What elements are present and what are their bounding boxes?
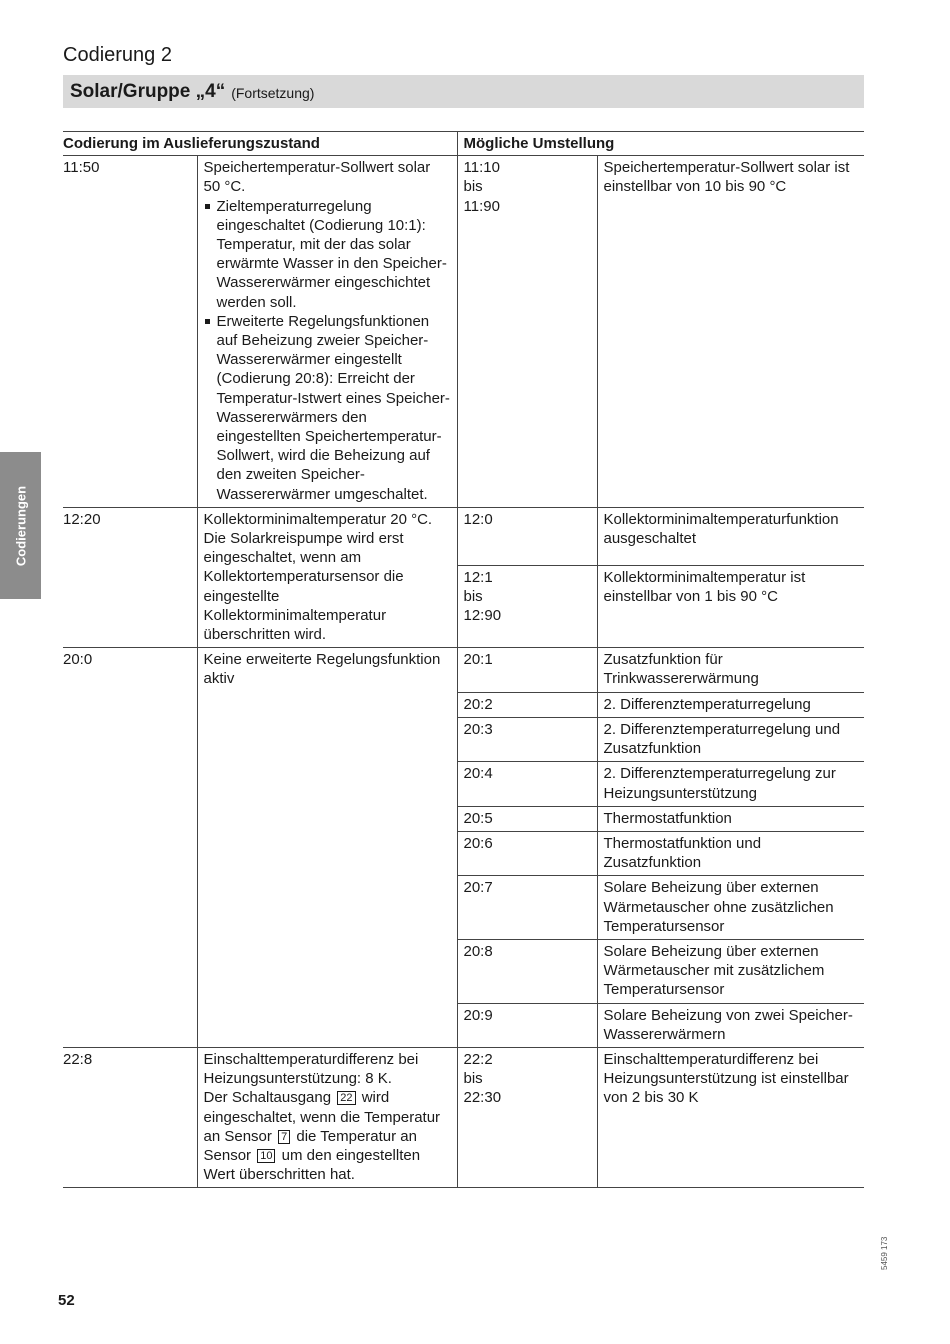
option-description: Thermostatfunktion (597, 806, 864, 831)
description-part: um den eingestellten Wert überschritten hat. (203, 1146, 421, 1184)
option-description: 2. Differenztemperaturregelung (597, 692, 864, 717)
option-description: 2. Differenztemperaturregelung und Zusatzfunktion (597, 717, 864, 761)
description-part: wird eingeschaltet, wenn die Temperatur an Sensor (203, 1089, 441, 1145)
page-number: 52 (58, 1292, 75, 1309)
option-code-from: 11:10 (463, 159, 500, 177)
option-code-from: 12:1 (463, 568, 493, 586)
option-code-from: 22:2 (463, 1050, 493, 1068)
description-part: Der Schaltausgang (203, 1089, 332, 1107)
option-code (457, 1047, 597, 1187)
description-intro: Speichertemperatur-Sollwert solar 50 °C. (203, 159, 431, 196)
table-row (63, 156, 864, 508)
chapter-title: Codierung 2 (63, 44, 172, 66)
sensor-ref-box: 10 (257, 1149, 275, 1163)
default-code: 22:8 (63, 1047, 197, 1187)
option-description: Solare Beheizung über externen Wärmetauscher ohne zusätzlichen Temperatursensor (597, 876, 864, 940)
option-code-bis: bis (463, 178, 483, 196)
default-code: 11:50 (63, 156, 197, 508)
section-header-bar (63, 75, 864, 108)
default-code: 12:20 (63, 507, 197, 647)
option-code: 20:4 (457, 762, 597, 806)
option-code (457, 156, 597, 508)
option-code-to: 12:90 (463, 606, 502, 624)
side-tab-label: Codierungen (13, 485, 28, 566)
connector-ref-box: 22 (337, 1091, 355, 1105)
option-description: Solare Beheizung von zwei Speicher-Wassererwärmern (597, 1003, 864, 1047)
option-description: Kollektorminimaltemperaturfunktion ausgeschaltet (597, 507, 864, 565)
default-code: 20:0 (63, 648, 197, 1048)
header-default-column: Codierung im Auslieferungszustand (63, 132, 457, 156)
option-code: 20:6 (457, 831, 597, 875)
table-row (63, 507, 864, 565)
side-tab-codierungen (0, 452, 41, 599)
bullet-item: Erweiterte Regelungsfunktionen auf Beheizung zweier Speicher-Wassererwärmer eingestellt (Codierung 20:8): Erreicht der Temperatur-Istwert eines Speicher-Wassererwärmers den eingestellten Speichertemperatur-Sollwert, wird die Beheizung auf den zweiten Speicher-Wassererwärmer umgeschaltet. (204, 312, 451, 504)
default-description (197, 156, 457, 508)
option-code-bis: bis (463, 587, 483, 605)
section-note: (Fortsetzung) (231, 84, 315, 101)
option-code-bis: bis (463, 1070, 483, 1088)
option-description: Zusatzfunktion für Trinkwassererwärmung (597, 648, 864, 692)
option-description: 2. Differenztemperaturregelung zur Heizungsunterstützung (597, 762, 864, 806)
option-code-to: 11:90 (463, 197, 500, 215)
description-part: die Temperatur an Sensor (203, 1127, 417, 1164)
default-description (197, 1047, 457, 1187)
default-description: Kollektorminimaltemperatur 20 °C. Die Solarkreispumpe wird erst eingeschaltet, wenn am Kollektortemperatursensor die eingestellte Kollektorminimaltemperatur überschritten wird. (197, 507, 457, 647)
option-code: 20:9 (457, 1003, 597, 1047)
description-part: Einschalttemperaturdifferenz bei Heizungsunterstützung: 8 K. (203, 1050, 419, 1088)
option-code: 12:0 (457, 507, 597, 565)
option-code: 20:5 (457, 806, 597, 831)
option-code: 20:7 (457, 876, 597, 940)
header-options-column: Mögliche Umstellung (457, 132, 864, 156)
option-description: Einschalttemperaturdifferenz bei Heizungsunterstützung ist einstellbar von 2 bis 30 K (597, 1047, 864, 1187)
table-row (63, 1047, 864, 1187)
sensor-ref-box: 7 (278, 1130, 290, 1144)
description-bullets (204, 197, 451, 504)
option-description: Solare Beheizung über externen Wärmetauscher mit zusätzlichem Temperatursensor (597, 939, 864, 1003)
table-header-row (63, 132, 864, 156)
option-code: 20:2 (457, 692, 597, 717)
option-description: Kollektorminimaltemperatur ist einstellbar von 1 bis 90 °C (597, 565, 864, 648)
option-code (457, 565, 597, 648)
section-title: Solar/Gruppe „4“ (70, 80, 226, 102)
option-description: Thermostatfunktion und Zusatzfunktion (597, 831, 864, 875)
default-description: Keine erweiterte Regelungsfunktion aktiv (197, 648, 457, 1048)
bullet-item: Zieltemperaturregelung eingeschaltet (Codierung 10:1): Temperatur, mit der das solar erwärmte Wasser in den Speicher-Wassererwärmer eingeschichtet werden soll. (204, 197, 451, 312)
option-code-to: 22:30 (463, 1089, 502, 1107)
option-code: 20:1 (457, 648, 597, 692)
option-description: Speichertemperatur-Sollwert solar ist einstellbar von 10 bis 90 °C (597, 156, 864, 508)
option-code: 20:3 (457, 717, 597, 761)
coding-table (63, 131, 864, 1188)
document-code: 5459 173 (880, 1236, 889, 1270)
table-row (63, 648, 864, 692)
option-code: 20:8 (457, 939, 597, 1003)
